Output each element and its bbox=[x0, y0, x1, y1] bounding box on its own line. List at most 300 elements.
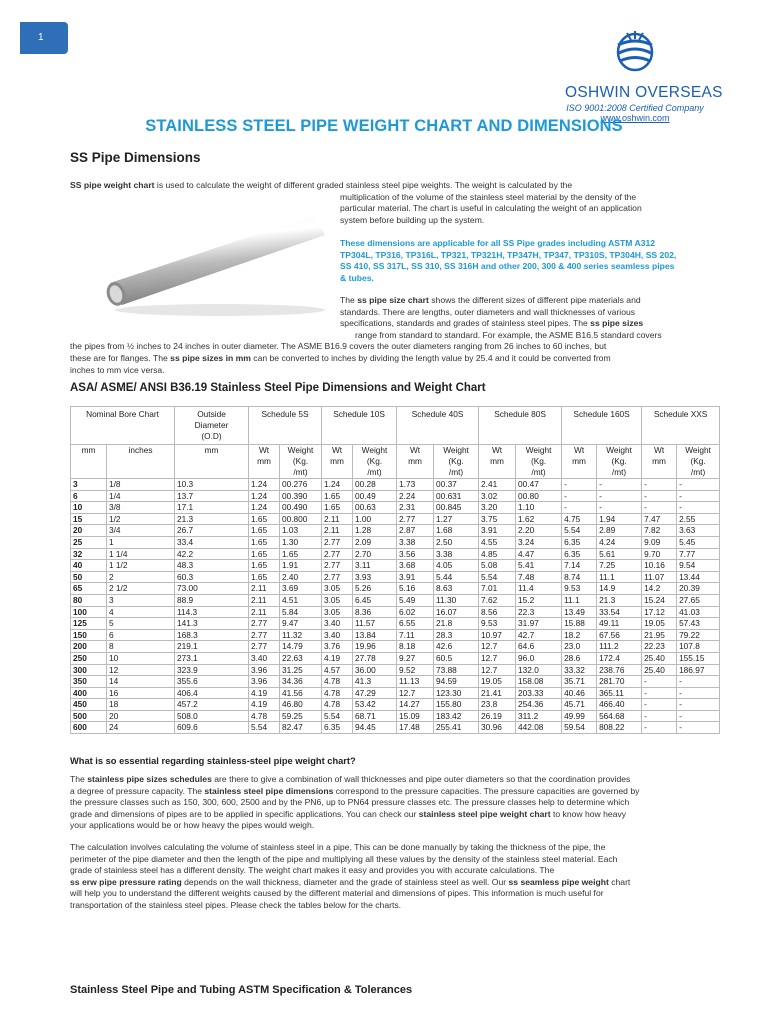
table-cell: 4.78 bbox=[249, 710, 280, 722]
table-cell: 7.77 bbox=[677, 548, 720, 560]
table-cell: 34.36 bbox=[280, 676, 322, 688]
table-row bbox=[71, 641, 720, 653]
table-cell: 125 bbox=[71, 618, 107, 630]
table-cell: 2 bbox=[107, 571, 175, 583]
table-cell: 2.24 bbox=[397, 490, 434, 502]
header-schedule-40s: Schedule 40S bbox=[397, 407, 479, 445]
table-cell: 9.47 bbox=[280, 618, 322, 630]
page-number-badge: 1 bbox=[20, 22, 68, 54]
subheader-od-mm: mm bbox=[175, 445, 249, 479]
table-cell: 808.22 bbox=[597, 722, 642, 734]
table-cell: 3.63 bbox=[677, 525, 720, 537]
table-cell: 9.53 bbox=[479, 618, 516, 630]
table-cell: 4.05 bbox=[434, 560, 479, 572]
table-cell: 5 bbox=[107, 618, 175, 630]
table-cell: 16.07 bbox=[434, 606, 479, 618]
table-cell: 9.70 bbox=[642, 548, 677, 560]
table-cell: 30.96 bbox=[479, 722, 516, 734]
subheader-weight: Weight (Kg. /mt) bbox=[434, 445, 479, 479]
header-nominal-bore: Nominal Bore Chart bbox=[71, 407, 175, 445]
table-cell: 80 bbox=[71, 594, 107, 606]
size-line-5: the pipes from ½ inches to 24 inches in outer diameter. The ASME B16.9 covers the outer diameters ranging from 26 inches to 60 inches, but bbox=[70, 341, 607, 352]
intro-line-3: particular material. The chart is useful in calculating the weight of an application bbox=[340, 203, 642, 214]
subheader-weight: Weight (Kg. /mt) bbox=[516, 445, 562, 479]
table-cell: - bbox=[677, 710, 720, 722]
table-cell: 508.0 bbox=[175, 710, 249, 722]
table-cell: 3.40 bbox=[322, 618, 353, 630]
table-cell: 3.91 bbox=[479, 525, 516, 537]
table-cell: 15.88 bbox=[562, 618, 597, 630]
table-cell: 6.55 bbox=[397, 618, 434, 630]
table-cell: 3/8 bbox=[107, 502, 175, 514]
table-cell: 8.56 bbox=[479, 606, 516, 618]
table-cell: 00.800 bbox=[280, 513, 322, 525]
table-row bbox=[71, 676, 720, 688]
table-cell: 15.09 bbox=[397, 710, 434, 722]
table-cell: - bbox=[597, 490, 642, 502]
table-cell: 9.09 bbox=[642, 536, 677, 548]
table-cell: 311.2 bbox=[516, 710, 562, 722]
table-cell: 24 bbox=[107, 722, 175, 734]
table-cell: 3.24 bbox=[516, 536, 562, 548]
table-cell: 457.2 bbox=[175, 699, 249, 711]
table-cell: 4.19 bbox=[322, 652, 353, 664]
table-cell: 4 bbox=[107, 606, 175, 618]
table-row bbox=[71, 687, 720, 699]
section-heading-specification: Stainless Steel Pipe and Tubing ASTM Specification & Tolerances bbox=[70, 984, 413, 996]
table-cell: 3.56 bbox=[397, 548, 434, 560]
table-cell: 11.57 bbox=[353, 618, 397, 630]
table-cell: 3.11 bbox=[353, 560, 397, 572]
table-cell: 00.390 bbox=[280, 490, 322, 502]
table-cell: 94.59 bbox=[434, 676, 479, 688]
section-heading-dimensions: SS Pipe Dimensions bbox=[70, 150, 201, 165]
size-line-6: these are for flanges. The ss pipe sizes in mm can be converted to inches by dividing the length value by 25.4 and it could be converted from bbox=[70, 353, 611, 363]
table-cell: 88.9 bbox=[175, 594, 249, 606]
table-cell: 1.65 bbox=[249, 525, 280, 537]
header-schedule-80s: Schedule 80S bbox=[479, 407, 562, 445]
table-cell: 8.18 bbox=[397, 641, 434, 653]
header-schedule-xxs: Schedule XXS bbox=[642, 407, 720, 445]
table-cell: 1.73 bbox=[397, 479, 434, 491]
table-cell: 96.0 bbox=[516, 652, 562, 664]
table-cell: 1.24 bbox=[249, 490, 280, 502]
size-line-7: inches to mm vice versa. bbox=[70, 364, 165, 375]
table-cell: 250 bbox=[71, 652, 107, 664]
table-row bbox=[71, 548, 720, 560]
table-cell: 150 bbox=[71, 629, 107, 641]
website-link[interactable]: www.oshwin.com bbox=[600, 113, 670, 123]
table-cell: 19.05 bbox=[479, 676, 516, 688]
table-cell: - bbox=[642, 699, 677, 711]
table-cell: 12.7 bbox=[479, 641, 516, 653]
table-cell: 7.01 bbox=[479, 583, 516, 595]
table-cell: 33.32 bbox=[562, 664, 597, 676]
table-cell: 9.52 bbox=[397, 664, 434, 676]
table-cell: 4.57 bbox=[322, 664, 353, 676]
table-cell: 22.23 bbox=[642, 641, 677, 653]
table-cell: - bbox=[642, 722, 677, 734]
table-cell: - bbox=[677, 722, 720, 734]
table-cell: 00.28 bbox=[353, 479, 397, 491]
table-cell: 3 bbox=[71, 479, 107, 491]
para3-line-2: perimeter of the pipe diameter and then the length of the pipe and multiplying all these values by the density of the stainless steel material. Each bbox=[70, 853, 618, 864]
table-cell: 123.30 bbox=[434, 687, 479, 699]
subheader-weight: Weight (Kg. /mt) bbox=[597, 445, 642, 479]
iso-certification: ISO 9001:2008 Certified Company bbox=[566, 103, 704, 113]
table-cell: 10 bbox=[107, 652, 175, 664]
size-line-3: specifications, standards and grades of stainless steel pipes. The ss pipe sizes bbox=[340, 318, 644, 329]
table-cell: 1 1/2 bbox=[107, 560, 175, 572]
table-cell: 00.37 bbox=[434, 479, 479, 491]
table-cell: 00.490 bbox=[280, 502, 322, 514]
table-cell: 7.62 bbox=[479, 594, 516, 606]
table-cell: 36.00 bbox=[353, 664, 397, 676]
table-cell: 5.08 bbox=[479, 560, 516, 572]
table-cell: 1.62 bbox=[516, 513, 562, 525]
table-cell: 3.05 bbox=[322, 594, 353, 606]
table-cell: 65 bbox=[71, 583, 107, 595]
table-cell: 41.56 bbox=[280, 687, 322, 699]
table-cell: - bbox=[677, 699, 720, 711]
table-cell: 2.87 bbox=[397, 525, 434, 537]
pipe-dimension-table bbox=[70, 406, 720, 734]
table-cell: - bbox=[677, 676, 720, 688]
table-cell: 23.8 bbox=[479, 699, 516, 711]
table-cell: 1/8 bbox=[107, 479, 175, 491]
table-cell: 11.1 bbox=[562, 594, 597, 606]
table-cell: 4.75 bbox=[562, 513, 597, 525]
subheader-weight: Weight (Kg. /mt) bbox=[280, 445, 322, 479]
table-cell: 12.7 bbox=[479, 664, 516, 676]
table-cell: 1.65 bbox=[249, 548, 280, 560]
table-cell: 1.68 bbox=[434, 525, 479, 537]
table-cell: 94.45 bbox=[353, 722, 397, 734]
table-cell: 4.24 bbox=[597, 536, 642, 548]
table-cell: 2.77 bbox=[249, 641, 280, 653]
table-cell: 21.41 bbox=[479, 687, 516, 699]
table-cell: 49.99 bbox=[562, 710, 597, 722]
intro-line-4: system before building up the system. bbox=[340, 214, 485, 225]
header-schedule-160s: Schedule 160S bbox=[562, 407, 642, 445]
size-line-4: range from standard to standard. For example, the ASME B16.5 standard covers bbox=[355, 329, 662, 340]
subheader-mm: mm bbox=[71, 445, 107, 479]
table-row bbox=[71, 525, 720, 537]
company-logo bbox=[565, 27, 723, 123]
table-cell: 1.24 bbox=[322, 479, 353, 491]
table-cell: 10.3 bbox=[175, 479, 249, 491]
table-cell: 73.88 bbox=[434, 664, 479, 676]
table-cell: 5.54 bbox=[562, 525, 597, 537]
table-cell: 6.02 bbox=[397, 606, 434, 618]
para3-line-4: ss erw pipe pressure rating depends on the wall thickness, diameter and the grade of stainless steel as well. Our ss seamless pipe weight chart bbox=[70, 876, 631, 887]
table-cell: 00.276 bbox=[280, 479, 322, 491]
subheader-wt-mm: Wt mm bbox=[397, 445, 434, 479]
intro-line-1: SS pipe weight chart is used to calculate the weight of different graded stainless steel pipe weights. The weight is calculated by the bbox=[70, 180, 573, 190]
table-cell: 14.2 bbox=[642, 583, 677, 595]
table-cell: 6 bbox=[71, 490, 107, 502]
table-cell: 00.47 bbox=[516, 479, 562, 491]
table-cell: 168.3 bbox=[175, 629, 249, 641]
table-cell: 4.85 bbox=[479, 548, 516, 560]
table-cell: 1.03 bbox=[280, 525, 322, 537]
table-cell: 4.78 bbox=[322, 687, 353, 699]
table-cell: 2.31 bbox=[397, 502, 434, 514]
table-cell: 1.65 bbox=[249, 560, 280, 572]
table-cell: 500 bbox=[71, 710, 107, 722]
table-row bbox=[71, 583, 720, 595]
table-cell: 7.47 bbox=[642, 513, 677, 525]
table-cell: 00.631 bbox=[434, 490, 479, 502]
table-cell: 11.4 bbox=[516, 583, 562, 595]
table-cell: 466.40 bbox=[597, 699, 642, 711]
table-cell: 18 bbox=[107, 699, 175, 711]
table-cell: 19.05 bbox=[642, 618, 677, 630]
table-cell: 1.65 bbox=[249, 513, 280, 525]
table-cell: 255.41 bbox=[434, 722, 479, 734]
table-cell: 17.48 bbox=[397, 722, 434, 734]
grades-line-1: These dimensions are applicable for all SS Pipe grades including ASTM A312 bbox=[340, 238, 656, 248]
table-cell: 281.70 bbox=[597, 676, 642, 688]
table-cell: 450 bbox=[71, 699, 107, 711]
table-cell: 3.38 bbox=[397, 536, 434, 548]
header-schedule-5s: Schedule 5S bbox=[249, 407, 322, 445]
table-cell: - bbox=[642, 479, 677, 491]
table-cell: 14.9 bbox=[597, 583, 642, 595]
table-cell: 1.65 bbox=[249, 536, 280, 548]
table-cell: 33.54 bbox=[597, 606, 642, 618]
table-cell: 82.47 bbox=[280, 722, 322, 734]
page-title: STAINLESS STEEL PIPE WEIGHT CHART AND DIMENSIONS bbox=[145, 117, 623, 135]
table-cell: 8.36 bbox=[353, 606, 397, 618]
table-cell: 1.65 bbox=[322, 490, 353, 502]
table-cell: 3 bbox=[107, 594, 175, 606]
table-cell: 32 bbox=[71, 548, 107, 560]
table-cell: - bbox=[642, 502, 677, 514]
size-line-2: standards. There are lengths, outer diameters and wall thicknesses of various bbox=[340, 306, 636, 317]
company-name: OSHWIN OVERSEAS bbox=[565, 84, 723, 101]
table-cell: 6.35 bbox=[322, 722, 353, 734]
table-cell: 2.77 bbox=[249, 629, 280, 641]
table-cell: 2.89 bbox=[597, 525, 642, 537]
table-cell: 1.30 bbox=[280, 536, 322, 548]
table-cell: 8 bbox=[107, 641, 175, 653]
subheader-wt-mm: Wt mm bbox=[642, 445, 677, 479]
table-cell: 132.0 bbox=[516, 664, 562, 676]
table-cell: 2.20 bbox=[516, 525, 562, 537]
table-cell: 4.55 bbox=[479, 536, 516, 548]
table-cell: 1/2 bbox=[107, 513, 175, 525]
table-cell: 20.39 bbox=[677, 583, 720, 595]
table-cell: 400 bbox=[71, 687, 107, 699]
table-cell: 11.32 bbox=[280, 629, 322, 641]
table-cell: 9.53 bbox=[562, 583, 597, 595]
table-cell: 5.26 bbox=[353, 583, 397, 595]
table-cell: 2.09 bbox=[353, 536, 397, 548]
table-cell: 4.47 bbox=[516, 548, 562, 560]
table-cell: 5.54 bbox=[249, 722, 280, 734]
para2-line-5: your applications would be or how heavy the pipes would weigh. bbox=[70, 820, 315, 831]
table-cell: 5.54 bbox=[322, 710, 353, 722]
table-cell: 350 bbox=[71, 676, 107, 688]
table-cell: 3.75 bbox=[479, 513, 516, 525]
table-cell: 27.78 bbox=[353, 652, 397, 664]
table-cell: 186.97 bbox=[677, 664, 720, 676]
table-cell: 7.82 bbox=[642, 525, 677, 537]
subheader-inches: inches bbox=[107, 445, 175, 479]
table-row bbox=[71, 629, 720, 641]
table-cell: 11.1 bbox=[597, 571, 642, 583]
table-cell: 26.19 bbox=[479, 710, 516, 722]
table-cell: 17.1 bbox=[175, 502, 249, 514]
table-cell: 114.3 bbox=[175, 606, 249, 618]
table-cell: 3/4 bbox=[107, 525, 175, 537]
para2-line-3: the pressure classes such as 150, 300, 600, 2500 and by the PN6, up to PN64 pressure classes etc. The pressure classes help to determine which bbox=[70, 797, 630, 808]
table-cell: 53.42 bbox=[353, 699, 397, 711]
table-cell: 183.42 bbox=[434, 710, 479, 722]
table-cell: 2.77 bbox=[322, 536, 353, 548]
para3-line-3: grade of stainless steel has a different density. The weight chart makes it easy and provides you with accurate calculations. The bbox=[70, 865, 555, 876]
table-cell: 5.16 bbox=[397, 583, 434, 595]
table-cell: 172.4 bbox=[597, 652, 642, 664]
table-cell: 5.84 bbox=[280, 606, 322, 618]
table-cell: 5.49 bbox=[397, 594, 434, 606]
table-cell: 47.29 bbox=[353, 687, 397, 699]
table-cell: 8.74 bbox=[562, 571, 597, 583]
table-cell: 00.845 bbox=[434, 502, 479, 514]
table-cell: 31.25 bbox=[280, 664, 322, 676]
table-cell: 26.7 bbox=[175, 525, 249, 537]
para2-line-1: The stainless pipe sizes schedules are there to give a combination of wall thicknesses and pipe outer diameters so that the coordination provides bbox=[70, 774, 631, 784]
table-cell: - bbox=[642, 710, 677, 722]
header-schedule-10s: Schedule 10S bbox=[322, 407, 397, 445]
table-cell: 42.2 bbox=[175, 548, 249, 560]
table-cell: 00.49 bbox=[353, 490, 397, 502]
globe-logo-icon bbox=[605, 27, 665, 77]
table-cell: 7.14 bbox=[562, 560, 597, 572]
table-cell: 3.96 bbox=[249, 676, 280, 688]
table-cell: - bbox=[677, 490, 720, 502]
table-row bbox=[71, 571, 720, 583]
table-cell: 203.33 bbox=[516, 687, 562, 699]
table-cell: 5.54 bbox=[479, 571, 516, 583]
table-cell: 41.3 bbox=[353, 676, 397, 688]
table-cell: 28.3 bbox=[434, 629, 479, 641]
table-cell: 1 bbox=[107, 536, 175, 548]
table-cell: - bbox=[562, 490, 597, 502]
table-row bbox=[71, 502, 720, 514]
table-cell: 4.19 bbox=[249, 699, 280, 711]
table-cell: 2.11 bbox=[322, 513, 353, 525]
table-cell: 16 bbox=[107, 687, 175, 699]
table-row bbox=[71, 699, 720, 711]
table-cell: 45.71 bbox=[562, 699, 597, 711]
table-cell: 158.08 bbox=[516, 676, 562, 688]
table-cell: 5.61 bbox=[597, 548, 642, 560]
table-cell: 355.6 bbox=[175, 676, 249, 688]
table-cell: 6.35 bbox=[562, 536, 597, 548]
table-cell: 238.76 bbox=[597, 664, 642, 676]
size-line-1: The ss pipe size chart shows the different sizes of different pipe materials and bbox=[340, 295, 641, 305]
table-cell: - bbox=[597, 502, 642, 514]
table-cell: 564.68 bbox=[597, 710, 642, 722]
table-cell: - bbox=[597, 479, 642, 491]
table-cell: 1/4 bbox=[107, 490, 175, 502]
table-cell: 00.80 bbox=[516, 490, 562, 502]
table-cell: 2.55 bbox=[677, 513, 720, 525]
table-cell: 2.50 bbox=[434, 536, 479, 548]
table-cell: 40.46 bbox=[562, 687, 597, 699]
table-cell: 14 bbox=[107, 676, 175, 688]
table-cell: 13.44 bbox=[677, 571, 720, 583]
table-cell: 2.11 bbox=[249, 594, 280, 606]
table-cell: 17.12 bbox=[642, 606, 677, 618]
table-row bbox=[71, 722, 720, 734]
table-cell: 15.2 bbox=[516, 594, 562, 606]
table-cell: 12.7 bbox=[397, 687, 434, 699]
table-cell: 57.43 bbox=[677, 618, 720, 630]
table-cell: 10.16 bbox=[642, 560, 677, 572]
table-cell: 15 bbox=[71, 513, 107, 525]
table-cell: 48.3 bbox=[175, 560, 249, 572]
table-row bbox=[71, 594, 720, 606]
table-cell: 12.7 bbox=[479, 652, 516, 664]
subheader-weight: Weight (Kg. /mt) bbox=[677, 445, 720, 479]
table-row bbox=[71, 664, 720, 676]
grades-line-2: TP304L, TP316, TP316L, TP321, TP321H, TP347H, TP347, TP310S, TP304H, SS 202, bbox=[340, 249, 677, 260]
table-cell: 46.80 bbox=[280, 699, 322, 711]
table-cell: 25 bbox=[71, 536, 107, 548]
table-cell: 19.96 bbox=[353, 641, 397, 653]
table-cell: - bbox=[677, 479, 720, 491]
table-row bbox=[71, 606, 720, 618]
table-cell: 300 bbox=[71, 664, 107, 676]
table-cell: 3.40 bbox=[249, 652, 280, 664]
table-row bbox=[71, 513, 720, 525]
para2-line-4: grade and dimensions of pipes are to be applied in specific applications. You can check our stainless steel pipe weight chart to know how heavy bbox=[70, 808, 627, 819]
table-cell: 20 bbox=[71, 525, 107, 537]
table-cell: 2.41 bbox=[479, 479, 516, 491]
table-cell: 64.6 bbox=[516, 641, 562, 653]
header-outside-diameter: Outside Diameter (O.D) bbox=[175, 407, 249, 445]
table-cell: 21.3 bbox=[175, 513, 249, 525]
table-cell: 1.65 bbox=[322, 502, 353, 514]
table-cell: 6.35 bbox=[562, 548, 597, 560]
table-cell: 25.40 bbox=[642, 664, 677, 676]
table-cell: 3.05 bbox=[322, 606, 353, 618]
table-cell: 50 bbox=[71, 571, 107, 583]
table-cell: 7.48 bbox=[516, 571, 562, 583]
table-cell: 5.45 bbox=[677, 536, 720, 548]
table-cell: 3.40 bbox=[322, 629, 353, 641]
table-cell: 1 1/4 bbox=[107, 548, 175, 560]
table-cell: - bbox=[642, 676, 677, 688]
table-cell: 1.00 bbox=[353, 513, 397, 525]
table-cell: 10 bbox=[71, 502, 107, 514]
table-cell: 1.10 bbox=[516, 502, 562, 514]
table-cell: 3.05 bbox=[322, 583, 353, 595]
table-cell: 2.77 bbox=[397, 513, 434, 525]
table-cell: 2.40 bbox=[280, 571, 322, 583]
table-cell: 8.63 bbox=[434, 583, 479, 595]
table-cell: 22.3 bbox=[516, 606, 562, 618]
table-cell: 2.77 bbox=[322, 571, 353, 583]
table-cell: 21.95 bbox=[642, 629, 677, 641]
table-cell: 7.11 bbox=[397, 629, 434, 641]
table-cell: 60.3 bbox=[175, 571, 249, 583]
table-cell: 2.70 bbox=[353, 548, 397, 560]
subheader-wt-mm: Wt mm bbox=[322, 445, 353, 479]
